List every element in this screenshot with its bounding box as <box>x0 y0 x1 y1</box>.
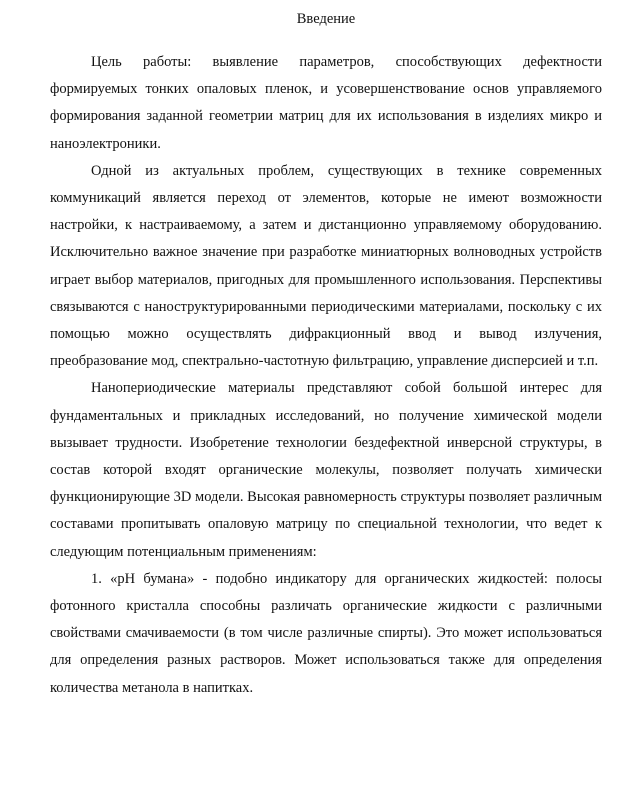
paragraph-goal: Цель работы: выявление параметров, способствующих дефектности формируемых тонких опаловых пленок, и усовершенствование основ управляемого формирования заданной геометрии матриц для их использования в изделиях микро и наноэлектроники. <box>50 54 602 152</box>
document-page <box>50 6 602 702</box>
page-title: Введение <box>296 11 356 27</box>
paragraph-problem: Одной из актуальных проблем, существующих в технике современных коммуникаций является переход от элементов, которые не имеют возможности настройки, к настраиваемому, а затем и дистанционно управляемому оборудованию. Исключительно важное значение при разработке миниатюрных волноводных устройств играет выбор материалов, пригодных для промышленного использования. Перспективы связываются с наноструктурированными периодическими материалами, поскольку с их помощью можно осуществлять дифракционный ввод и вывод излучения, преобразование мод, спектрально-частотную фильтрацию, управление дисперсией и т.п. <box>50 162 602 370</box>
paragraph-list-item-1: 1. «pH бумана» - подобно индикатору для органических жидкостей: полосы фотонного кристалла способны различать органические жидкости с различными свойствами смачиваемости (в том числе различные спирты). Это может использоваться для определения разных растворов. Может использоваться также для определения количества метанола в напитках. <box>50 570 602 696</box>
paragraph-nanoperiodic: Нанопериодические материалы представляют собой большой интерес для фундаментальных и прикладных исследований, но получение химической модели вызывает трудности. Изобретение технологии бездефектной инверсной структуры, в состав которой входят органические молекулы, позволяет получать химически функционирующие 3D модели. Высокая равномерность структуры позволяет различным составами пропитывать опаловую матрицу по специальной технологии, что ведет к следующим потенциальным применениям: <box>50 380 602 560</box>
